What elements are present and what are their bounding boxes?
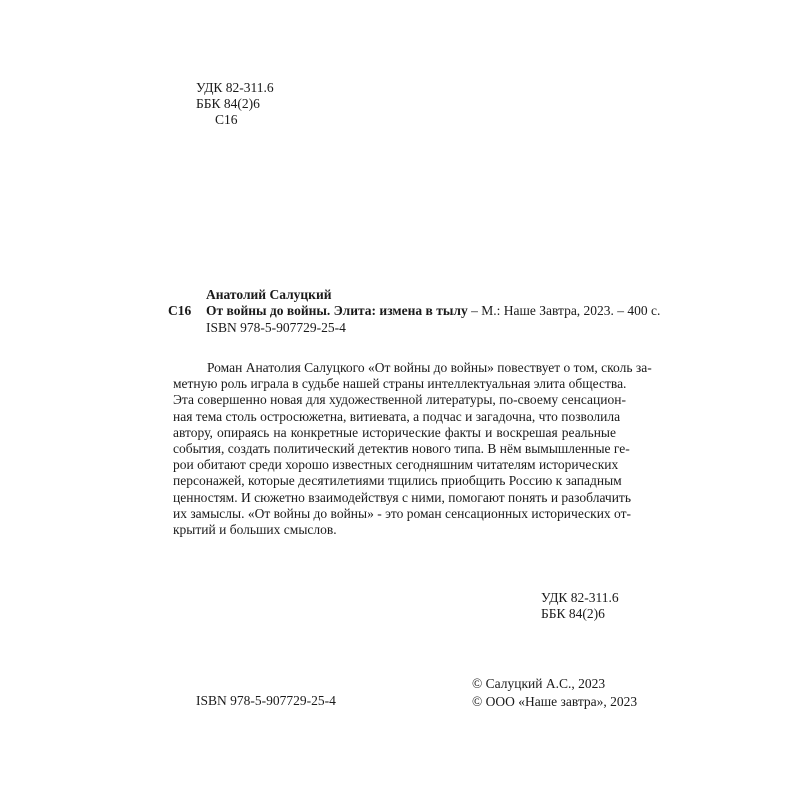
annotation-line: персонажей, которые десятилетиями тщились приобщить Россию к западным (173, 473, 622, 489)
copyright-publisher: © ООО «Наше завтра», 2023 (472, 694, 638, 709)
catalog-isbn: ISBN 978-5-907729-25-4 (206, 320, 346, 335)
annotation-line: Роман Анатолия Салуцкого «От войны до войны» повествует о том, сколь за- (207, 360, 652, 375)
copyright-block (472, 675, 637, 711)
catalog-author-mark: С16 (168, 303, 192, 318)
annotation-line: ная тема столь остросюжетна, витиевата, а подчас и загадочна, что позволила (173, 408, 621, 424)
annotation-line: рои обитают среди хорошо известных сегодняшним читателям исторических (173, 457, 619, 473)
annotation-line: ценностям. И сюжетно взаимодействуя с ними, помогают понять и разоблачить (173, 489, 631, 505)
annotation-line: автору, опираясь на конкретные исторические факты и воскрешая реальные (173, 424, 616, 440)
bottom-bbk-code: ББК 84(2)6 (541, 606, 605, 621)
udk-code: УДК 82-311.6 (196, 80, 274, 95)
copyright-author: © Салуцкий А.С., 2023 (472, 676, 606, 691)
top-classification-block (196, 80, 274, 128)
catalog-author: Анатолий Салуцкий (206, 287, 332, 302)
bbk-code: ББК 84(2)6 (196, 96, 260, 111)
catalog-imprint: – М.: Наше Завтра, 2023. – 400 с. (467, 303, 661, 318)
catalog-title: От войны до войны. Элита: измена в тылу (206, 303, 468, 318)
annotation-line: Эта совершенно новая для художественной литературы, по-своему сенсацион- (173, 392, 626, 408)
annotation-line: события, создать политический детектив нового типа. В нём вымышленные ге- (173, 441, 630, 457)
annotation-line: метную роль играла в судьбе нашей страны интеллектуальная элита общества. (173, 376, 627, 392)
annotation-line: крытий и больших смыслов. (173, 522, 337, 538)
catalog-title-line (206, 303, 660, 319)
bottom-udk-code: УДК 82-311.6 (541, 590, 619, 605)
author-mark: С16 (215, 112, 238, 127)
annotation-text (173, 360, 652, 538)
bottom-classification-block (541, 590, 619, 622)
annotation-line: их замыслы. «От войны до войны» - это роман сенсационных исторических от- (173, 505, 632, 521)
bottom-isbn: ISBN 978-5-907729-25-4 (196, 693, 336, 708)
